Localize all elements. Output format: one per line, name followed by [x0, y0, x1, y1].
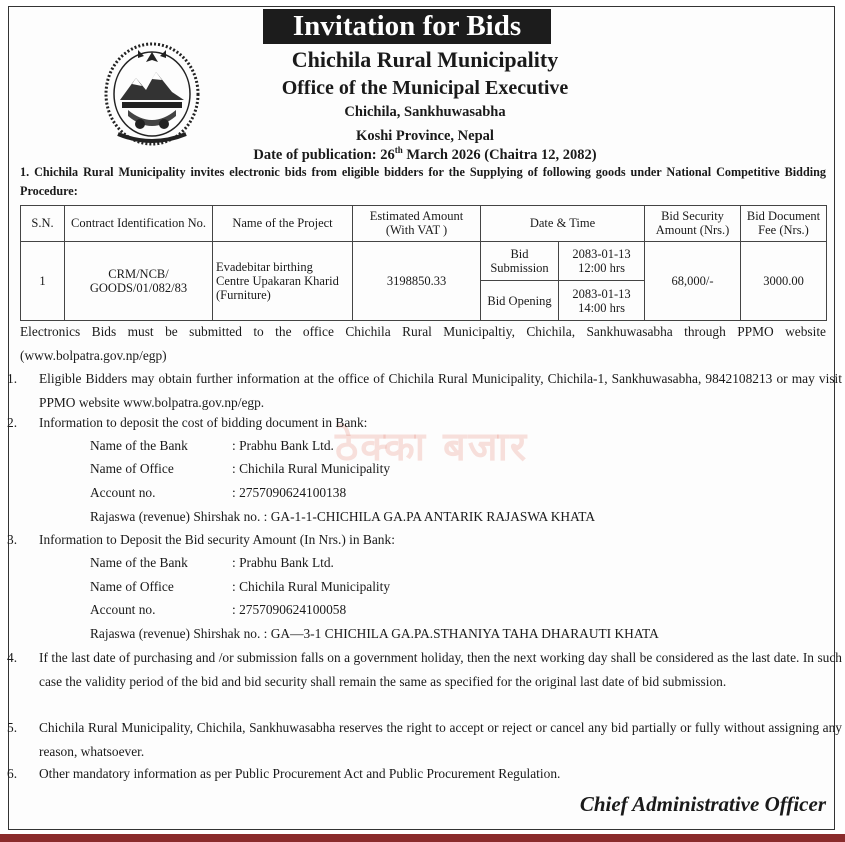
list-item-6: 6. Other mandatory information as per Public Procurement Act and Public Procurement Regulation.	[7, 766, 561, 781]
list-item-3: 3. Information to Deposit the Bid security Amount (In Nrs.) in Bank:	[7, 532, 395, 547]
cell-opening-label: Bid Opening	[481, 281, 559, 321]
cell-document-fee: 3000.00	[741, 241, 827, 320]
list-item-1: 1. Eligible Bidders may obtain further information at the office of Chichila Rural Municipality, Chichila-1, Sankhuwasabha, 9842108213 or may visit PPMO website www.bolpatra.gov.np/egp.	[7, 371, 842, 410]
cell-opening-datetime: 2083-01-13 14:00 hrs	[559, 281, 645, 321]
bank1-rajaswa-row: Rajaswa (revenue) Shirshak no. : GA-1-1-CHICHILA GA.PA ANTARIK RAJASWA KHATA	[90, 509, 596, 524]
intro-paragraph: 1. Chichila Rural Municipality invites electronic bids from eligible bidders for the Supplying of following goods under National Competitive Bidding Procedure:	[20, 165, 826, 198]
bank2-name-row: Name of the Bank : Prabhu Bank Ltd.	[90, 555, 334, 570]
publication-date: Date of publication: 26th March 2026 (Chaitra 12, 2082)	[253, 145, 597, 163]
watermark-logo: ठेक्का बजार	[335, 424, 529, 470]
cell-estimated-amount: 3198850.33	[353, 241, 481, 320]
header-document-fee: Bid Document Fee (Nrs.)	[741, 206, 827, 242]
list-item-4: 4. If the last date of purchasing and /or submission falls on a government holiday, then the next working day shall be considered as the last date. In such case the validity period of the bid and bid security shall remain the same as specified for the original last date of bid submission.	[7, 650, 842, 689]
header-estimated-amount: Estimated Amount (With VAT )	[353, 206, 481, 242]
cell-project-name: Evadebitar birthing Centre Upakaran Kharid (Furniture)	[213, 241, 353, 320]
bank1-name-row: Name of the Bank : Prabhu Bank Ltd.	[90, 438, 334, 453]
header-bid-security: Bid Security Amount (Nrs.)	[645, 206, 741, 242]
government-emblem-icon	[98, 38, 206, 150]
header-project-name: Name of the Project	[213, 206, 353, 242]
bids-table	[20, 205, 827, 321]
notice-title: Invitation for Bids	[263, 9, 551, 44]
bank2-office-row: Name of Office : Chichila Rural Municipality	[90, 579, 391, 594]
municipality-name: Chichila Rural Municipality	[291, 47, 559, 72]
bank2-rajaswa-row: Rajaswa (revenue) Shirshak no. : GA—3-1 CHICHILA GA.PA.STHANIYA TAHA DHARAUTI KHATA	[90, 626, 659, 641]
header-contract-id: Contract Identification No.	[65, 206, 213, 242]
office-name: Office of the Municipal Executive	[281, 77, 569, 99]
bank1-office-row: Name of Office : Chichila Rural Municipality	[90, 461, 391, 476]
cell-sn: 1	[21, 241, 65, 320]
cell-contract-id: CRM/NCB/ GOODS/01/082/83	[65, 241, 213, 320]
electronic-bids-note: Electronics Bids must be submitted to the office Chichila Rural Municipaltiy, Chichila, Sankhuwasabha through PPMO website (www.bolpatra.gov.np/egp)	[20, 324, 826, 363]
cell-submission-datetime: 2083-01-13 12:00 hrs	[559, 241, 645, 281]
bank2-account-row: Account no. : 2757090624100058	[90, 602, 347, 617]
header-date-time: Date & Time	[481, 206, 645, 242]
signature-title: Chief Administrative Officer	[579, 792, 826, 816]
cell-submission-label: Bid Submission	[481, 241, 559, 281]
list-item-5: 5. Chichila Rural Municipality, Chichila, Sankhuwasabha reserves the right to accept or reject or cancel any bid partially or fully without assigning any reason, whatsoever.	[7, 720, 842, 759]
cell-bid-security: 68,000/-	[645, 241, 741, 320]
office-address: Chichila, Sankhuwasabha	[344, 104, 506, 120]
province-line: Koshi Province, Nepal	[356, 128, 494, 144]
list-item-2: 2. Information to deposit the cost of bidding document in Bank:	[7, 415, 368, 430]
bank1-account-row: Account no. : 2757090624100138	[90, 485, 347, 500]
table-row	[21, 241, 827, 281]
table-header-row	[21, 206, 827, 242]
bottom-border-bar	[0, 834, 845, 842]
header-sn: S.N.	[21, 206, 65, 242]
